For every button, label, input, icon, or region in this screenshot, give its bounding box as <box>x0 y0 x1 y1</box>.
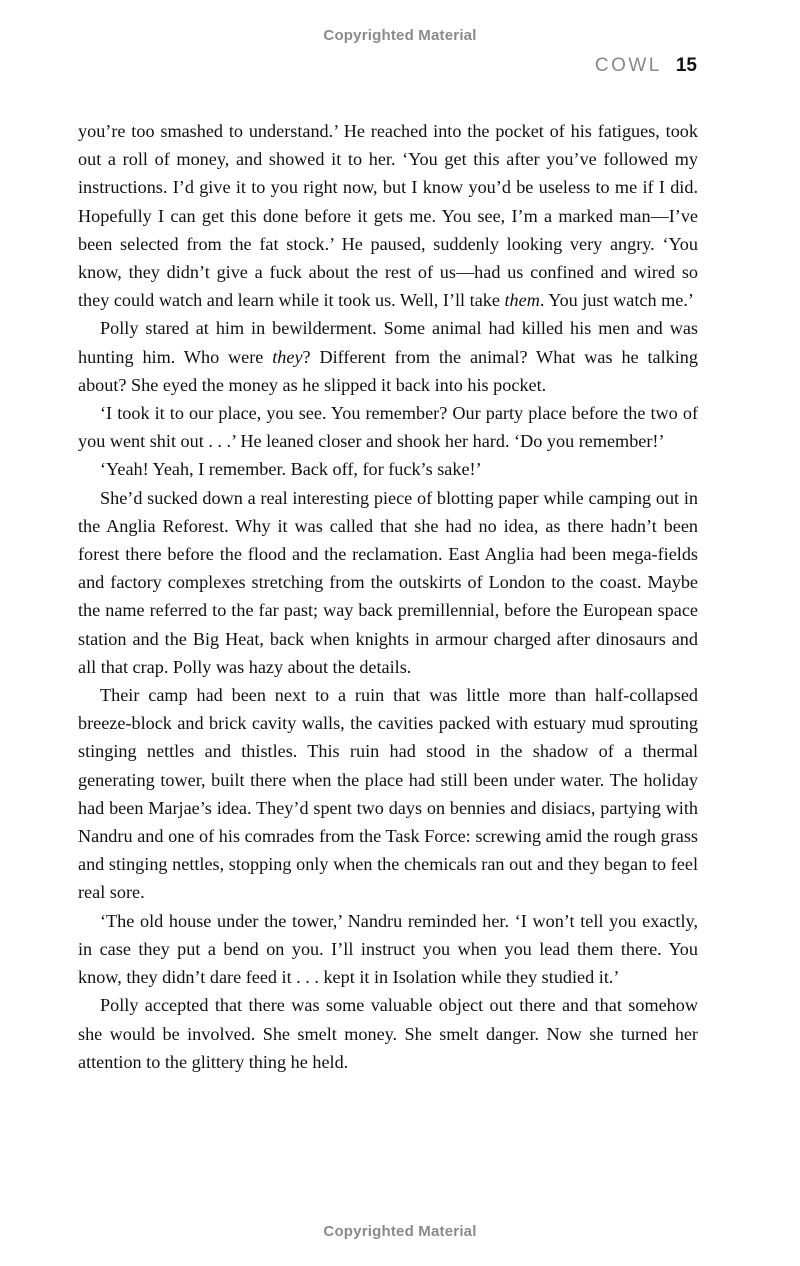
paragraph-text: ? Different from the animal? What was he talking about? She eyed the money as he slipped it back into his pocket. <box>78 346 698 395</box>
paragraph-text: ‘Yeah! Yeah, I remember. Back off, for fuck’s sake!’ <box>100 459 482 480</box>
paragraph-text: Polly stared at him in bewilderment. Some animal had killed his men and was hunting him. Who were <box>78 318 698 367</box>
paragraph <box>78 399 698 455</box>
body-text <box>78 117 698 1076</box>
paragraph <box>78 484 698 681</box>
paragraph <box>78 681 698 907</box>
italic-text: they <box>272 346 303 367</box>
copyright-watermark-bottom: Copyrighted Material <box>323 1223 477 1240</box>
running-head <box>595 55 697 77</box>
paragraph <box>78 117 698 314</box>
paragraph <box>78 314 698 399</box>
paragraph-text: Their camp had been next to a ruin that was little more than half-collapsed breeze-block and brick cavity walls, the cavities packed with estuary mud sprouting stinging nettles and thistles. This ruin had stood in the shadow of a thermal generating tower, built there when the place had still been under water. The holiday had been Marjae’s idea. They’d spent two days on bennies and disiacs, partying with Nandru and one of his comrades from the Task Force: screwing amid the rough grass and stinging nettles, stopping only when the chemicals ran out and they began to feel real sore. <box>78 685 698 903</box>
paragraph-text: She’d sucked down a real interesting piece of blotting paper while camping out in the Anglia Reforest. Why it was called that she had no idea, as there hadn’t been forest there before the flood and the reclamation. East Anglia had been mega-fields and factory complexes stretching from the outskirts of London to the coast. Maybe the name referred to the far past; way back premillennial, before the European space station and the Big Heat, back when knights in armour charged after dinosaurs and all that crap. Polly was hazy about the details. <box>78 487 698 677</box>
paragraph <box>78 455 698 483</box>
paragraph-text: you’re too smashed to understand.’ He reached into the pocket of his fatigues, took out a roll of money, and showed it to her. ‘You get this after you’ve followed my instructions. I’d give it to you right now, but I know you’d be useless to me if I did. Hopefully I can get this done before it gets me. You see, I’m a marked man—I’ve been selected from the fat stock.’ He paused, suddenly looking very angry. ‘You know, they didn’t give a fuck about the rest of us—had us confined and wired so they could watch and learn while it took us. Well, I’ll take <box>78 121 698 311</box>
paragraph-text: . You just watch me.’ <box>539 290 694 311</box>
book-title: COWL <box>594 55 662 76</box>
paragraph-text: Polly accepted that there was some valuable object out there and that somehow she would be involved. She smelt money. She smelt danger. Now she turned her attention to the glittery thing he held. <box>78 995 698 1072</box>
paragraph <box>78 907 698 992</box>
page-number: 15 <box>675 55 697 76</box>
italic-text: them <box>504 290 540 311</box>
paragraph <box>78 991 698 1076</box>
paragraph-text: ‘The old house under the tower,’ Nandru reminded her. ‘I won’t tell you exactly, in case they put a bend on you. I’ll instruct you when you lead them there. You know, they didn’t dare feed it . . . kept it in Isolation while they studied it.’ <box>78 910 698 988</box>
paragraph-text: ‘I took it to our place, you see. You remember? Our party place before the two of you went shit out . . .’ He leaned closer and shook her hard. ‘Do you remember!’ <box>78 403 698 452</box>
copyright-watermark-top: Copyrighted Material <box>323 27 477 44</box>
